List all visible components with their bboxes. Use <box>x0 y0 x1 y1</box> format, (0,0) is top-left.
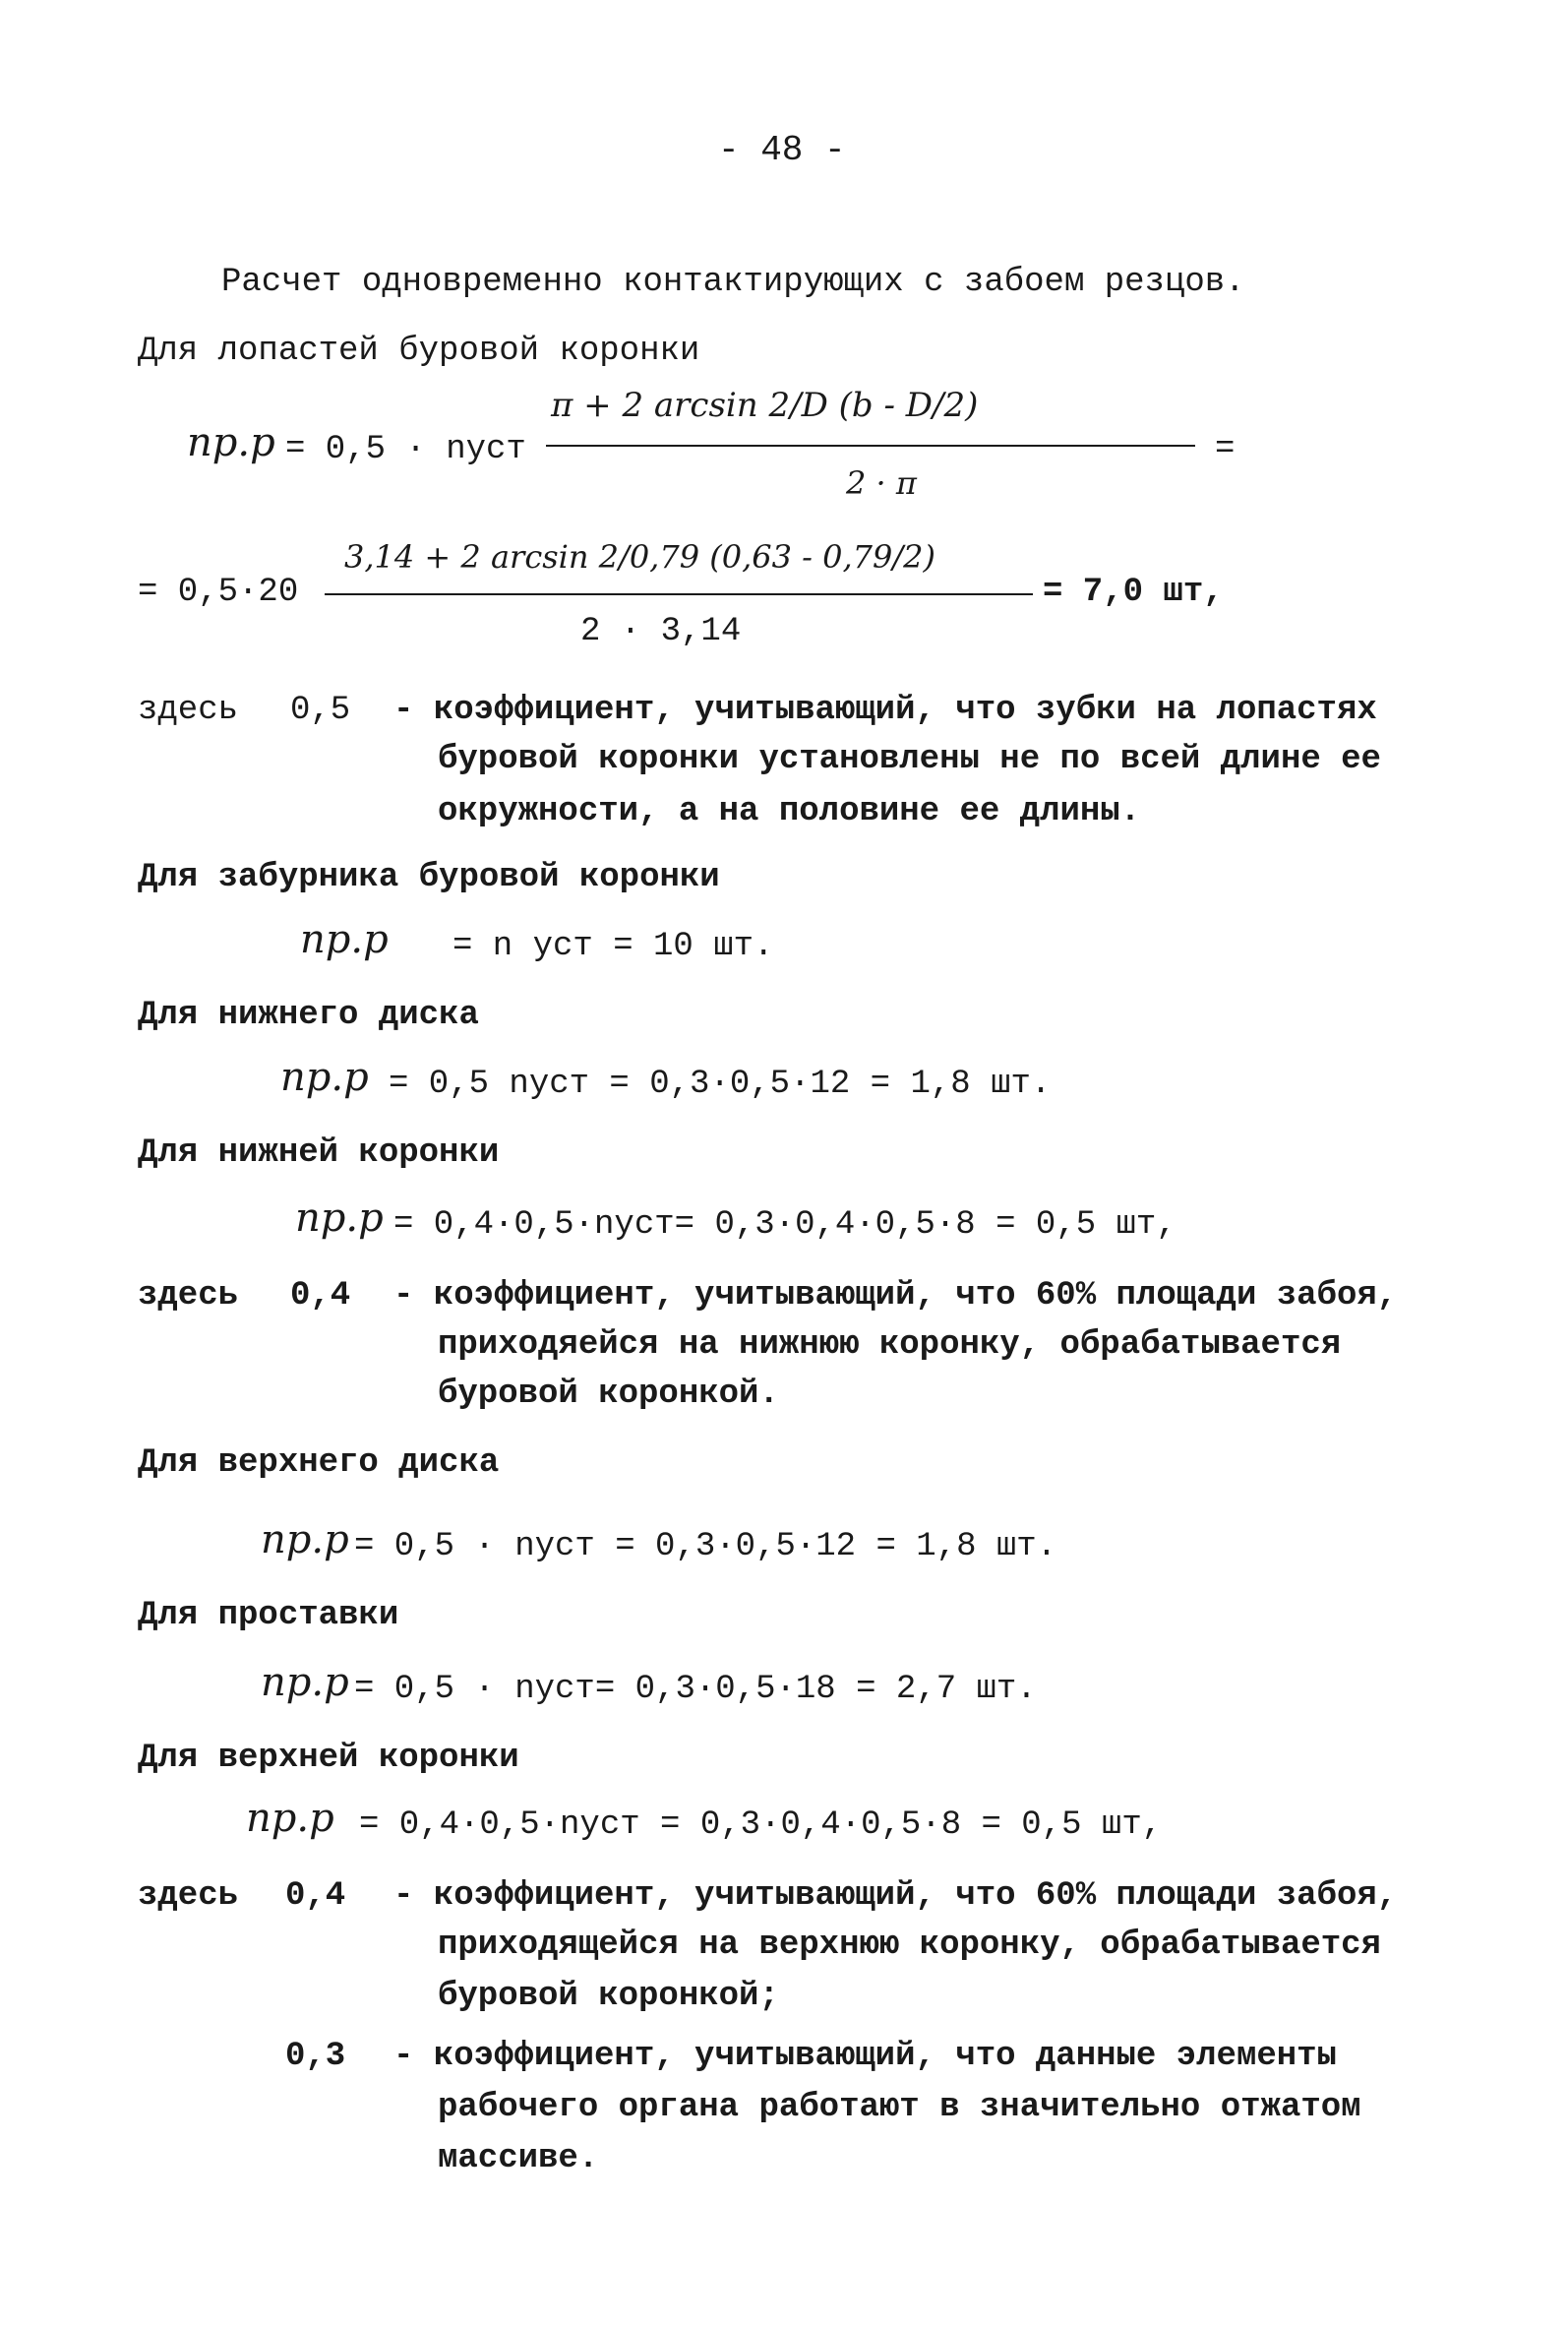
note-line-1: - коэффициент, учитывающий, что зубки на лопастях <box>393 692 1377 729</box>
note-line-2: буровой коронки установлены не по всей длине ее <box>438 741 1381 778</box>
lower-crown-note-value: 0,4 <box>290 1277 351 1315</box>
spacer-lhs: np.p <box>261 1660 349 1705</box>
calc-fraction-bar <box>325 593 1033 595</box>
upper-crown-note-value: 0,4 <box>285 1877 346 1915</box>
lower-crown-rhs: = 0,4·0,5·nуст= 0,3·0,4·0,5·8 = 0,5 шт, <box>393 1206 1176 1244</box>
formula-eq: = 0,5 · nуст <box>285 431 526 468</box>
section-title-upper-crown: Для верхней коронки <box>138 1740 519 1777</box>
section-title-upper-disk: Для верхнего диска <box>138 1444 500 1482</box>
lower-crown-note-line-2: приходяейся на нижнюю коронку, обрабатывается <box>438 1326 1342 1364</box>
calc-result: = 7,0 шт, <box>1043 574 1224 611</box>
section-title-lower-crown: Для нижней коронки <box>138 1134 500 1172</box>
section-title-spacer: Для проставки <box>138 1597 399 1634</box>
upper-disk-lhs: np.p <box>261 1517 349 1562</box>
page-number: - 48 - <box>718 130 846 170</box>
pilot-lhs: np.p <box>300 917 389 962</box>
upper-crown-note2-line-1: - коэффициент, учитывающий, что данные элементы <box>393 2038 1337 2075</box>
upper-crown-note-line-1: - коэффициент, учитывающий, что 60% площади забоя, <box>393 1877 1398 1915</box>
lower-disk-rhs: = 0,5 nуст = 0,3·0,5·12 = 1,8 шт. <box>389 1066 1052 1103</box>
lower-disk-lhs: np.p <box>280 1055 369 1100</box>
note-value: 0,5 <box>290 692 351 729</box>
upper-crown-note2-line-3: массиве. <box>438 2140 599 2177</box>
lower-crown-note-line-3: буровой коронкой. <box>438 1376 779 1413</box>
formula-eq2: = <box>1215 431 1236 468</box>
section-title-pilot: Для забурника буровой коронки <box>138 859 720 896</box>
calc-prefix: = 0,5·20 <box>138 574 299 611</box>
upper-crown-note-line-3: буровой коронкой; <box>438 1978 779 2015</box>
upper-crown-note2-line-2: рабочего органа работают в значительно отжатом <box>438 2089 1361 2126</box>
spacer-rhs: = 0,5 · nуст= 0,3·0,5·18 = 2,7 шт. <box>354 1671 1037 1708</box>
upper-crown-rhs: = 0,4·0,5·nуст = 0,3·0,4·0,5·8 = 0,5 шт, <box>359 1806 1163 1844</box>
formula-numerator: π + 2 arcsin 2/D (b - D/2) <box>551 386 979 425</box>
upper-crown-note2-value: 0,3 <box>285 2038 346 2075</box>
formula-denominator: 2 · π <box>846 464 917 502</box>
section-title-lower-disk: Для нижнего диска <box>138 997 479 1034</box>
lower-crown-lhs: np.p <box>295 1195 384 1241</box>
pilot-rhs: = n уст = 10 шт. <box>452 928 774 965</box>
section-title-blades: Для лопастей буровой коронки <box>138 333 700 370</box>
upper-crown-lhs: np.p <box>246 1796 334 1841</box>
note-line-3: окружности, а на половине ее длины. <box>438 793 1141 830</box>
upper-disk-rhs: = 0,5 · nуст = 0,3·0,5·12 = 1,8 шт. <box>354 1528 1057 1565</box>
calc-denominator: 2 · 3,14 <box>580 613 742 650</box>
upper-crown-note-label: здесь <box>138 1877 239 1915</box>
note-label: здесь <box>138 692 239 729</box>
upper-crown-note-line-2: приходящейся на верхнюю коронку, обрабатывается <box>438 1927 1381 1964</box>
formula-lhs: np.p <box>187 420 275 465</box>
lower-crown-note-line-1: - коэффициент, учитывающий, что 60% площади забоя, <box>393 1277 1398 1315</box>
calc-numerator: 3,14 + 2 arcsin 2/0,79 (0,63 - 0,79/2) <box>344 538 935 576</box>
formula-fraction-bar <box>546 445 1195 447</box>
heading: Расчет одновременно контактирующих с забоем резцов. <box>221 264 1245 301</box>
lower-crown-note-label: здесь <box>138 1277 239 1315</box>
